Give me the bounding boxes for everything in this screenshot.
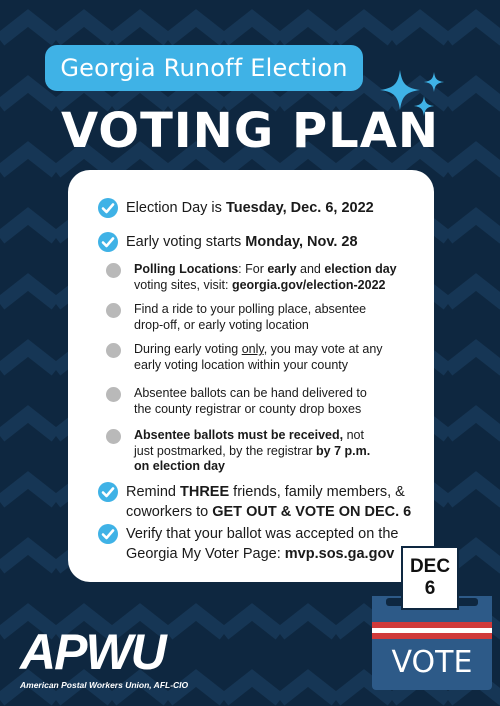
- bullet-item: [106, 262, 397, 293]
- bullet-item: [106, 386, 367, 417]
- item-text-line: [126, 482, 411, 502]
- item-text-part: Remind: [126, 484, 180, 500]
- item-text-line: [134, 459, 370, 475]
- ballot-day: 6: [424, 578, 436, 599]
- item-text: [126, 198, 374, 218]
- checkmark-icon: [98, 524, 118, 544]
- item-text-line: [134, 262, 397, 278]
- item-text-part: the county registrar or county drop boxes: [134, 401, 362, 416]
- vote-label: VOTE: [391, 645, 473, 680]
- item-text-part: voting sites, visit:: [134, 277, 232, 292]
- item-text-part: not: [343, 428, 364, 442]
- item-text-part: Find a ride to your polling place, absentee: [134, 302, 367, 316]
- item-text-line: [134, 444, 370, 460]
- voting-plan-card: [68, 170, 434, 582]
- item-text-part: drop-off, or early voting location: [134, 317, 309, 332]
- item-text: [126, 232, 358, 252]
- item-text: [134, 262, 397, 293]
- bullet-dot-icon: [106, 303, 121, 318]
- item-text-part: only: [241, 342, 264, 356]
- item-text-part: THREE: [180, 484, 230, 500]
- item-text-part: on election day: [134, 459, 225, 473]
- item-text-line: [134, 358, 383, 374]
- item-text-part: During early voting: [134, 342, 242, 356]
- item-text-line: [134, 342, 383, 358]
- bullet-item: [106, 428, 370, 475]
- item-text: [134, 386, 367, 417]
- item-text-line: [126, 524, 398, 544]
- bullet-item: [106, 302, 366, 333]
- item-text-part: friends, family members, &: [229, 484, 405, 500]
- item-text-part: and: [296, 262, 325, 276]
- checklist-item: [98, 232, 358, 252]
- bullet-dot-icon: [106, 263, 121, 278]
- checkmark-icon: [98, 482, 118, 502]
- item-text-part: early: [267, 262, 297, 276]
- item-text-part: georgia.gov/election-2022: [231, 277, 386, 292]
- bullet-dot-icon: [106, 387, 121, 402]
- item-text-line: [134, 278, 397, 294]
- item-text-part: by 7 p.m.: [316, 443, 371, 458]
- item-text-part: coworkers to: [126, 504, 213, 520]
- apwu-logo: APWU: [20, 624, 165, 680]
- election-banner: [45, 45, 363, 91]
- banner-text: Georgia Runoff Election: [60, 54, 348, 82]
- bullet-dot-icon: [106, 429, 121, 444]
- item-text-part: Monday, Nov. 28: [245, 234, 358, 250]
- checkmark-icon: [98, 198, 118, 218]
- checklist-item: [98, 482, 411, 522]
- item-text-line: [134, 318, 366, 334]
- item-text-line: [134, 302, 366, 318]
- checkmark-icon: [98, 232, 118, 252]
- page-title: VOTING PLAN: [60, 103, 440, 159]
- checklist-item: [98, 198, 374, 218]
- item-text-part: Absentee ballots can be hand delivered to: [134, 386, 367, 400]
- item-text-part: Polling Locations: [134, 262, 239, 276]
- item-text-part: Absentee ballots must be received,: [134, 428, 344, 442]
- item-text: [134, 342, 383, 373]
- item-text: [134, 302, 366, 333]
- item-text-part: mvp.sos.ga.gov: [284, 546, 395, 562]
- item-text: [126, 482, 411, 522]
- item-text-part: , you may vote at any: [263, 342, 383, 356]
- item-text: [134, 428, 370, 475]
- item-text-line: [134, 386, 367, 402]
- item-text-line: [126, 544, 398, 564]
- item-text-part: election day: [324, 262, 397, 276]
- item-text-line: [134, 402, 367, 418]
- item-text-part: Early voting starts: [126, 234, 246, 250]
- logo-subtitle: American Postal Workers Union, AFL-CIO: [20, 680, 189, 690]
- item-text-part: early voting location within your county: [134, 357, 349, 372]
- bullet-item: [106, 342, 383, 373]
- item-text-part: Tuesday, Dec. 6, 2022: [225, 200, 374, 216]
- checklist-item: [98, 524, 398, 564]
- item-text-part: Election Day is: [126, 200, 226, 216]
- item-text-part: GET OUT & VOTE ON DEC. 6: [212, 504, 412, 520]
- bullet-dot-icon: [106, 343, 121, 358]
- item-text-part: : For: [238, 262, 268, 276]
- ballot-month: DEC: [409, 556, 451, 577]
- item-text-part: Verify that your ballot was accepted on the: [126, 526, 399, 542]
- item-text-part: Georgia My Voter Page:: [126, 546, 285, 562]
- ballot-paper: [401, 546, 459, 610]
- item-text-line: [126, 502, 411, 522]
- item-text-line: [134, 428, 370, 444]
- item-text-part: just postmarked, by the registrar: [134, 443, 317, 458]
- item-text: [126, 524, 398, 564]
